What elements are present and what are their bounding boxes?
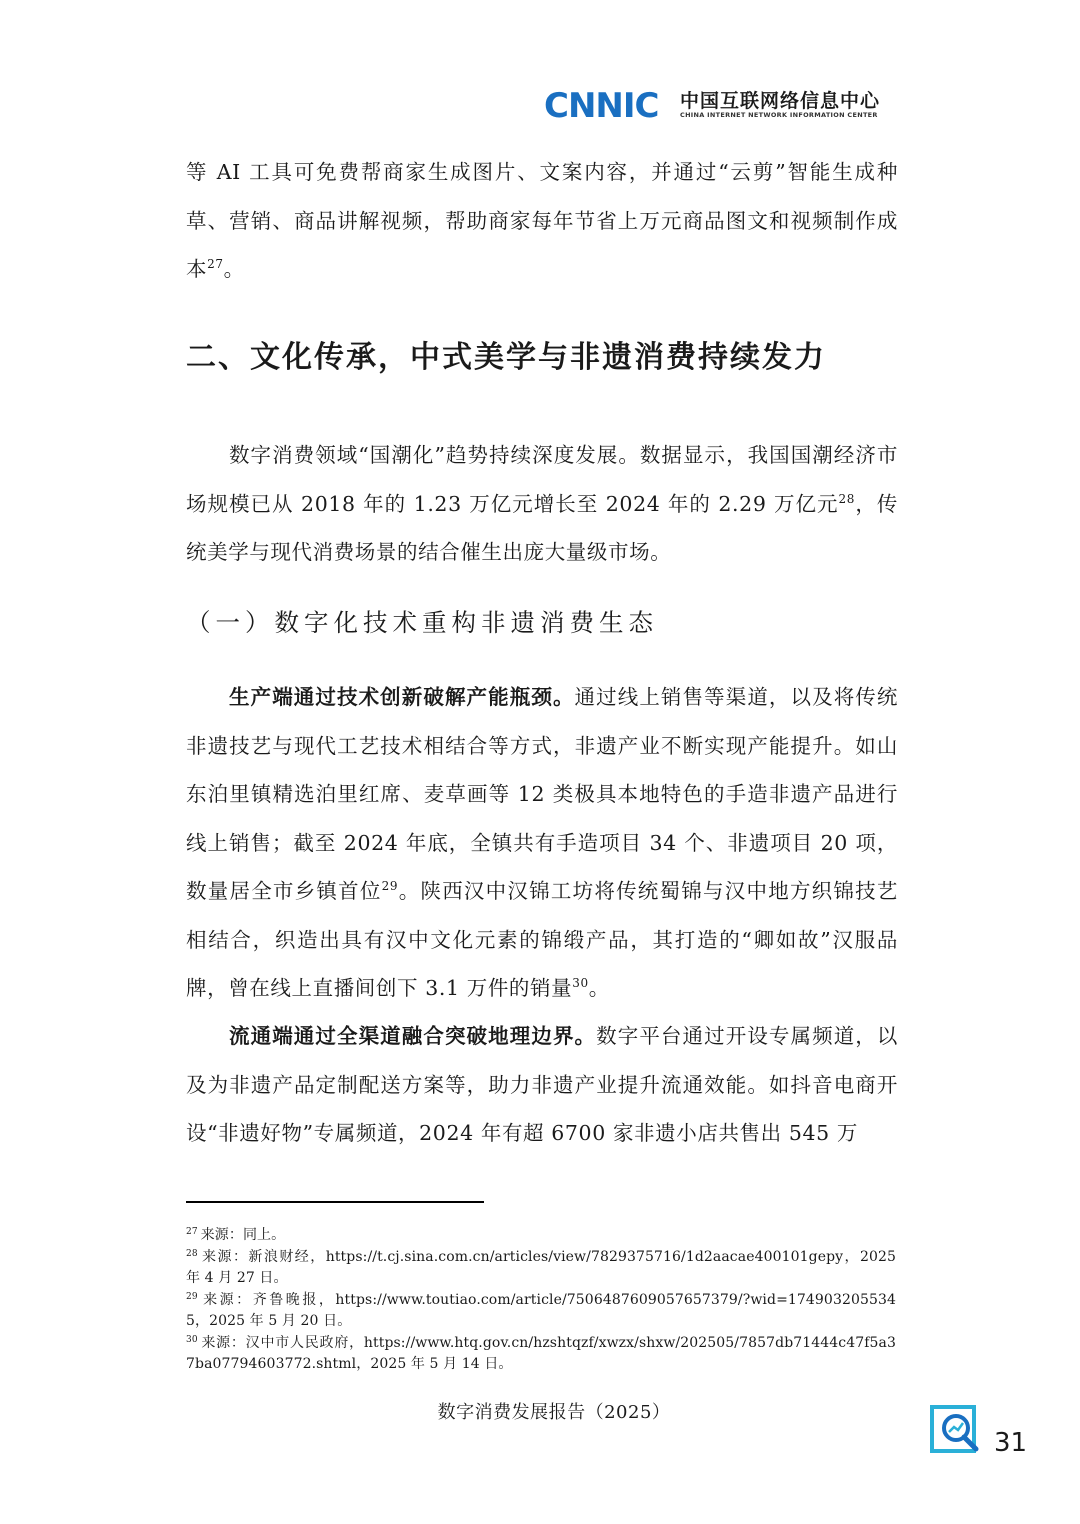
paragraph-text: ，传统美学与现代消费场景的结合催生出庞大量级市场。 [186,491,898,564]
paragraph-text: 数字平台通过开设专属频道，以及为非遗产品定制配送方案等，助力非遗产业提升流通效能。如抖音电商开设“非遗好物”专属频道，2024 年有超 6700 家非遗小店共售出 545 万 [186,1024,898,1145]
paragraph-text: 等 AI 工具可免费帮商家生成图片、文案内容，并通过“云剪”智能生成种草、营销、商品讲解视频，帮助商家每年节省上万元商品图文和视频制作成本 [186,160,898,281]
org-name-cn: 中国互联网络信息中心 [680,90,881,112]
footnote-29 [186,1290,896,1333]
footnote-text[interactable]: 来源：齐鲁晚报，https://www.toutiao.com/article/7506487609057657379/?wid=1749032055345，2025 年 5 月 20 日。 [186,1291,896,1329]
footnote-number: 28 [186,1248,198,1259]
footnote-ref-30[interactable]: 30 [572,976,589,990]
footnote-ref-28[interactable]: 28 [838,491,855,506]
org-name-en: CHINA INTERNET NETWORK INFORMATION CENTER [680,111,878,119]
footnote-30 [186,1333,896,1376]
page-number: 31 [994,1428,1028,1458]
footnote-number: 27 [186,1227,198,1237]
paragraph-text: 。 [223,257,245,281]
footnote-number: 30 [186,1334,198,1345]
paragraph-circulation [186,1012,898,1158]
footnote-28 [186,1247,896,1290]
footnote-ref-27[interactable]: 27 [207,257,224,271]
paragraph-lead: 生产端通过技术创新破解产能瓶颈。 [229,685,575,709]
footnote-27 [186,1225,896,1247]
cnnic-wordmark: CNNIC [544,86,659,126]
footnote-divider [186,1201,484,1203]
subsection-title: （一）数字化技术重构非遗消费生态 [186,608,658,637]
paragraph-guochao [186,431,898,577]
paragraph-text: 。陕西汉中汉锦工坊将传统蜀锦与汉中地方织锦技艺相结合，织造出具有汉中文化元素的锦缎产品，其打造的“卿如故”汉服品牌，曾在线上直播间创下 3.1 万件的销量 [186,879,898,1000]
paragraph-lead: 流通端通过全渠道融合突破地理边界。 [229,1024,597,1048]
paragraph-production [186,673,898,1013]
report-title: 数字消费发展报告（2025） [437,1402,671,1423]
footnote-text[interactable]: 来源：新浪财经，https://t.cj.sina.com.cn/articles/view/7829375716/1d2aacae400101gepy，2025 年 4 月 27 日。 [186,1248,896,1286]
magnifier-chart-icon [930,1403,982,1455]
footnote-number: 29 [186,1291,198,1302]
footnote-ref-29[interactable]: 29 [381,879,399,893]
paragraph-ai-tools [186,148,898,294]
paragraph-text: 。 [588,976,610,1000]
cnnic-logo-mark [544,86,674,126]
paragraph-text: 通过线上销售等渠道，以及将传统非遗技艺与现代工艺技术相结合等方式，非遗产业不断实现产能提升。如山东泊里镇精选泊里红席、麦草画等 12 类极具本地特色的手造非遗产品进行线上销售；截至 2024 年底，全镇共有手造项目 34 个、非遗项目 20 项，数量居全市乡镇首位 [186,685,898,903]
cnnic-logo [544,86,894,126]
footnotes [186,1225,896,1376]
section-title: 二、文化传承，中式美学与非遗消费持续发力 [186,340,826,375]
footnote-text: 来源：同上。 [200,1227,286,1243]
paragraph-text: 数字消费领域“国潮化”趋势持续深度发展。数据显示，我国国潮经济市场规模已从 2018 年的 1.23 万亿元增长至 2024 年的 2.29 万亿元 [186,443,898,516]
footnote-text[interactable]: 来源：汉中市人民政府，https://www.htq.gov.cn/hzshtqzf/xwzx/shxw/202505/7857db71444c47f5a37ba07794603772.shtml，2025 年 5 月 14 日。 [186,1334,896,1372]
